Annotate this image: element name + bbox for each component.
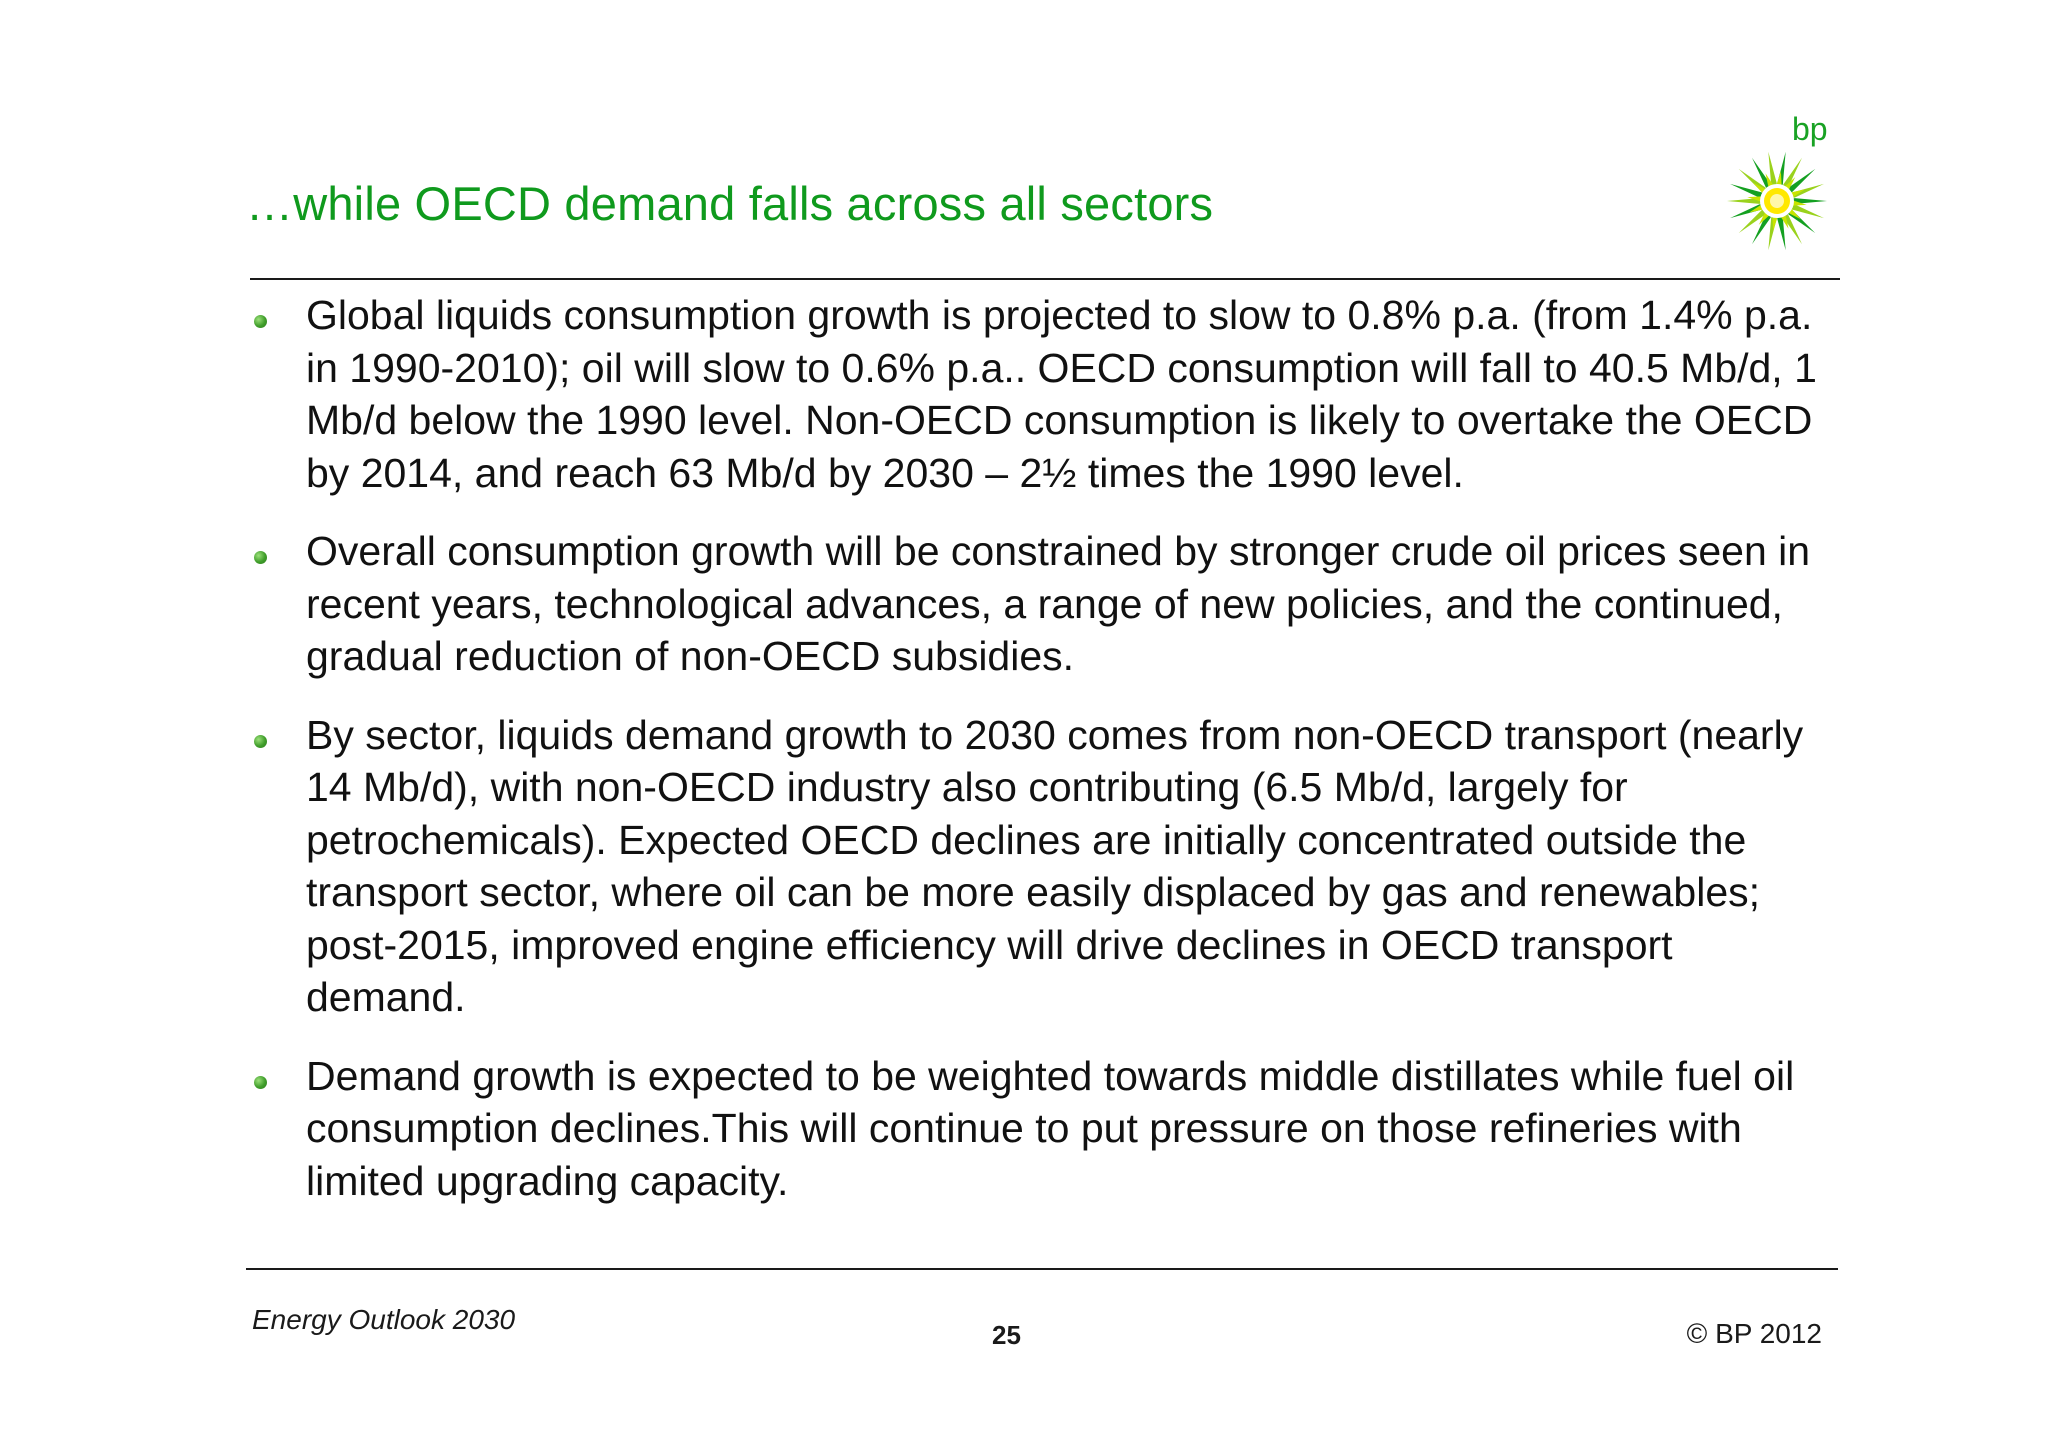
bullet-item [250, 525, 1840, 683]
bullet-item [250, 709, 1840, 1024]
footer-publication: Energy Outlook 2030 [252, 1304, 516, 1335]
bullet-item [250, 1050, 1840, 1208]
bottom-divider [246, 1268, 1838, 1270]
green-bullet-dot-icon [254, 735, 267, 748]
bullet-list [250, 289, 1840, 1233]
green-bullet-dot-icon [254, 315, 267, 328]
bullet-text: Demand growth is expected to be weighted towards middle distillates while fuel oil consumption declines.This will continue to put pressure on those refineries with limited upgrading capacity. [306, 1052, 1795, 1204]
bullet-text: By sector, liquids demand growth to 2030 comes from non-OECD transport (nearly 14 Mb/d), with non-OECD industry also contributing (6.5 Mb/d, largely for petrochemicals). Expected OECD declines are initially concentrated outside the transport sector, where oil can be more easily displaced by gas and renewables; post-2015, improved engine efficiency will drive declines in OECD transport demand. [306, 711, 1804, 1020]
bp-logo [1724, 112, 1840, 262]
footer-copyright: © BP 2012 [1686, 1318, 1822, 1349]
bullet-text: Global liquids consumption growth is projected to slow to 0.8% p.a. (from 1.4% p.a. in 1990-2010); oil will slow to 0.6% p.a.. OECD consumption will fall to 40.5 Mb/d, 1 Mb/d below the 1990 level. Non-OECD consumption is likely to overtake the OECD by 2014, and reach 63 Mb/d by 2030 – 2½ times the 1990 level. [306, 292, 1817, 496]
slide-title: …while OECD demand falls across all sectors [246, 177, 1214, 230]
logo-wordmark: bp [1792, 111, 1828, 147]
top-divider [250, 278, 1840, 280]
bp-helios-logo-icon [1724, 148, 1830, 254]
bullet-item [250, 289, 1840, 499]
green-bullet-dot-icon [254, 551, 267, 564]
page-number: 25 [992, 1320, 1021, 1350]
bullet-text: Overall consumption growth will be constrained by stronger crude oil prices seen in recent years, technological advances, a range of new policies, and the continued, gradual reduction of non-OECD subsidies. [306, 528, 1811, 679]
green-bullet-dot-icon [254, 1076, 267, 1089]
